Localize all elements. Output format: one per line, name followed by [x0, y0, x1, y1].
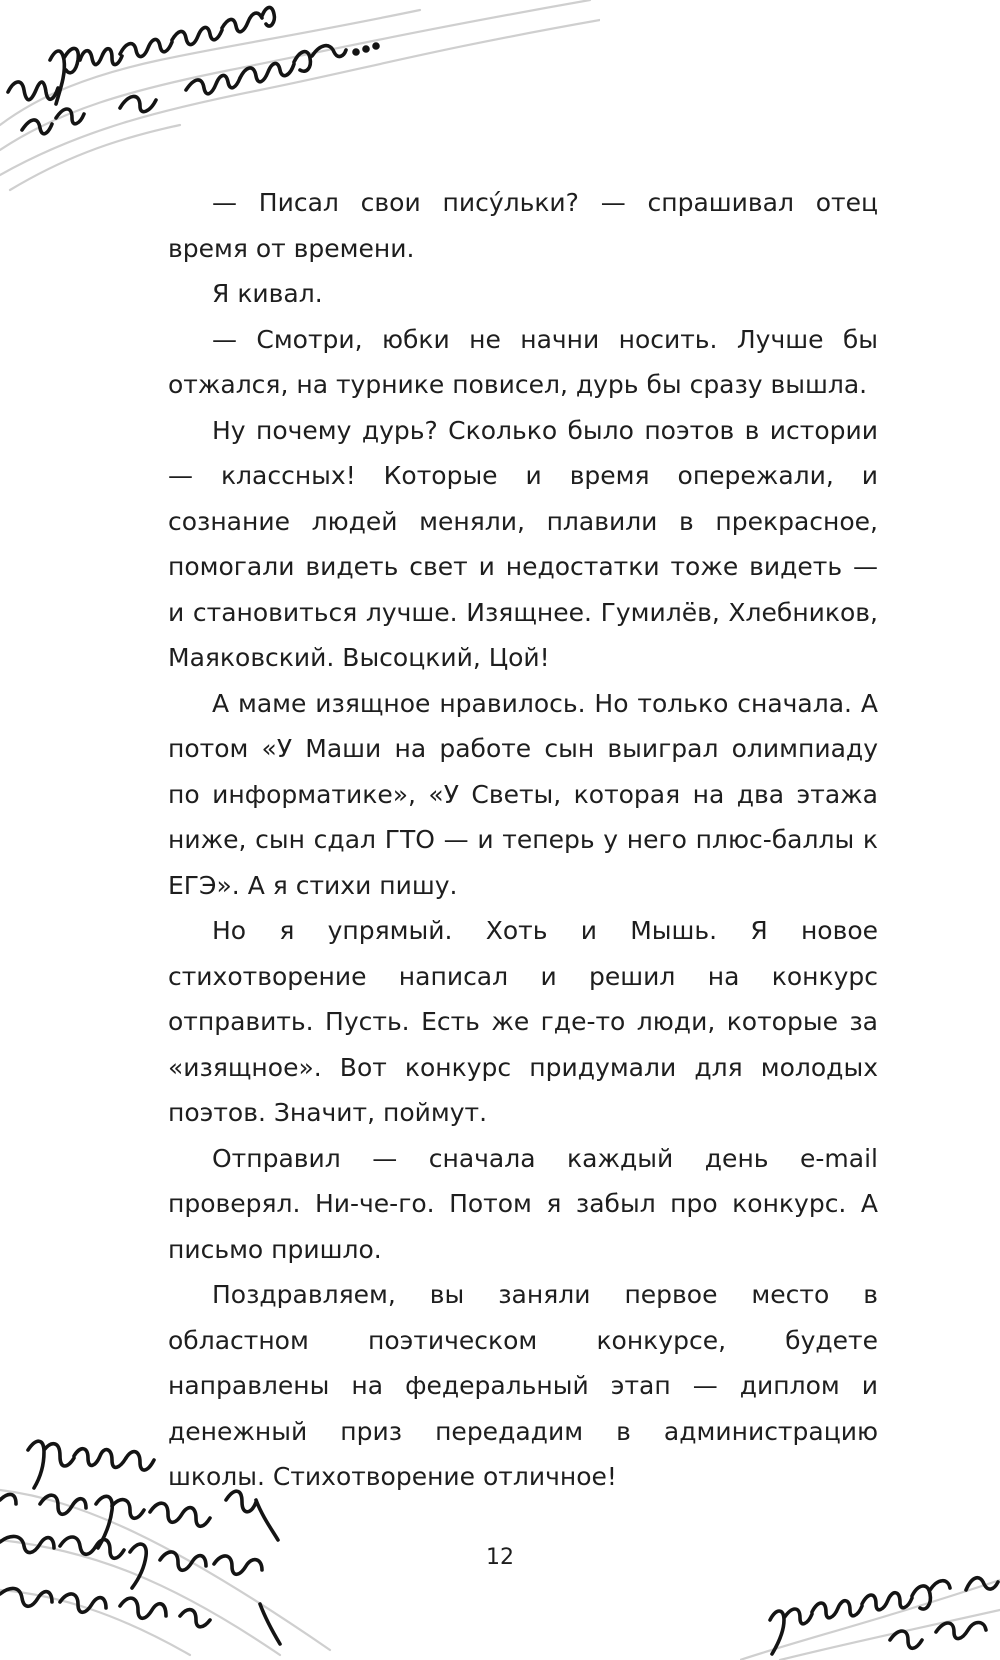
paragraph-3: — Смотри, юбки не начни носить. Лучше бы отжался, на турнике повисел, дурь бы сразу вышла. [168, 324, 878, 399]
top-left-handwriting-decoration [0, 0, 600, 200]
body-text [168, 180, 878, 1500]
bottom-right-handwriting-decoration [740, 1520, 1000, 1660]
paragraph-2: Я кивал. [212, 279, 323, 308]
paragraph-6: Но я упрямый. Хоть и Мышь. Я новое стихотворение написал и решил на конкурс отправить. Пусть. Есть же где-то люди, которые за «изящное». Вот конкурс придумали для молодых поэтов. Значит, поймут. [168, 916, 878, 1127]
page-number: 12 [486, 1545, 514, 1570]
paragraph-5: А маме изящное нравилось. Но только сначала. А потом «У Маши на работе сын выиграл олимпиаду по информатике», «У Светы, которая на два этажа ниже, сын сдал ГТО — и теперь у него плюс-баллы к ЕГЭ». А я стихи пишу. [168, 688, 878, 900]
paragraph-1: — Писал свои пису́льки? — спрашивал отец время от времени. [168, 188, 878, 263]
paragraph-7: Отправил — сначала каждый день e-mail проверял. Ни-че-го. Потом я забыл про конкурс. А письмо пришло. [168, 1143, 878, 1264]
paragraph-8: Поздравляем, вы заняли первое место в областном поэтическом конкурсе, будете направлены на федеральный этап — диплом и денежный приз передадим в администрацию школы. Стихотворение отличное! [168, 1280, 878, 1491]
paragraph-4: Ну почему дурь? Сколько было поэтов в истории — классных! Которые и время опережали, и сознание людей меняли, плавили в прекрасное, помогали видеть свет и недостатки тоже видеть — и становиться лучше. Изящнее. Гумилёв, Хлебников, Маяковский. Высоцкий, Цой! [168, 415, 878, 672]
